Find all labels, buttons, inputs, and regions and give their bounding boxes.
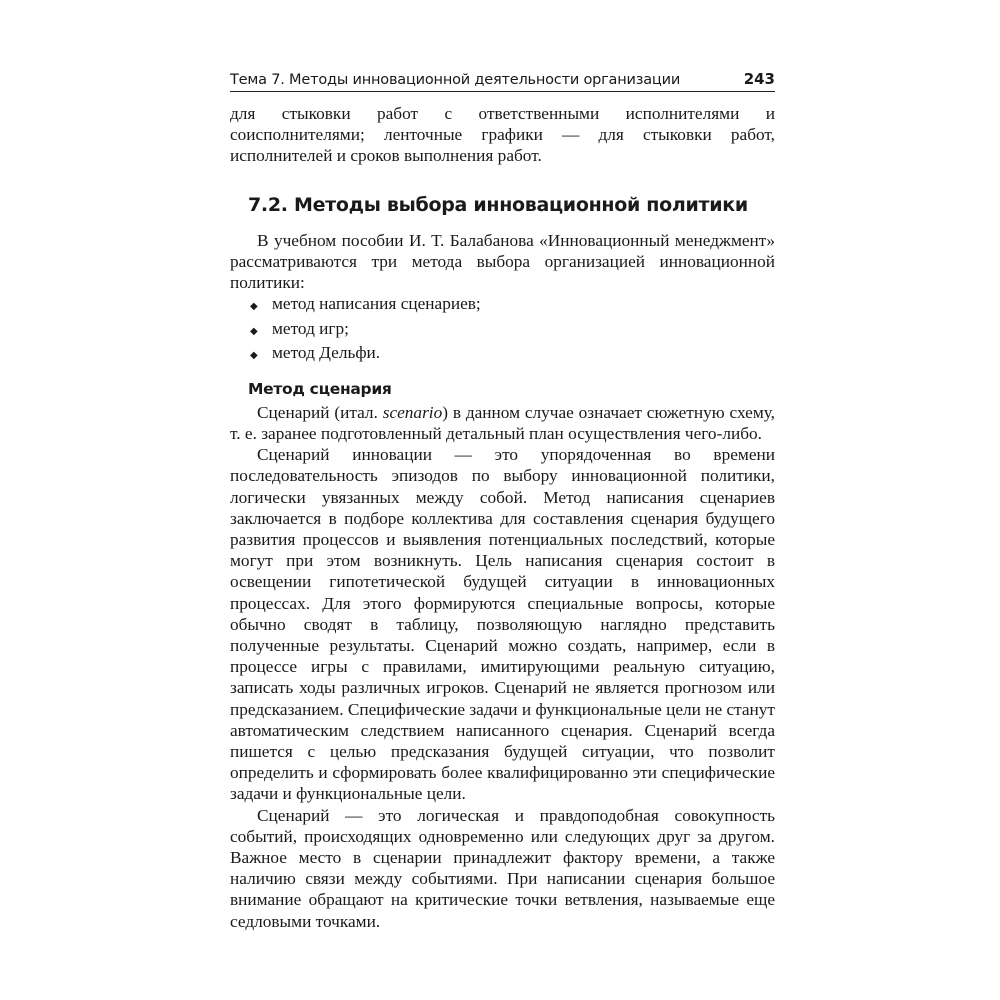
diamond-bullet-icon: ◆ (250, 325, 258, 337)
book-page (230, 70, 775, 932)
italic-term: scenario (382, 402, 443, 422)
section-heading: 7.2. Методы выбора инновационной политики (248, 193, 748, 216)
paragraph-scenario-events: Сценарий — это логическая и правдоподобная совокупность событий, происходящих одновременно или следующих друг за другом. Важное место в сценарии принадлежит фактору времени, а также наличию связи между событиями. При написании сценария большое внимание обращают на критические точки ветвления, называемые еще седловыми точками. (230, 805, 775, 931)
paragraph-scenario-innovation: Сценарий инновации — это упорядоченная во времени последовательность эпизодов по выбору инновационной политики, логически увязанных между собой. Метод написания сценариев заключается в подборе коллектива для составления сценария будущего развития процессов и выявления потенциальных последствий, которые могут при этом возникнуть. Цель написания сценария состоит в освещении гипотетической будущей ситуации в инновационных процессах. Для этого формируются специальные вопросы, которые обычно сводят в таблицу, позволяющую наглядно представить полученные результаты. Сценарий можно создать, например, если в процессе игры с правилами, имитирующими реальную ситуацию, записать ходы различных игроков. Сценарий не является прогнозом или предсказанием. Специфические задачи и функциональные цели не станут автоматическим следствием написанного сценария. Сценарий всегда пишется с целью предсказания будущей ситуации, что позволит определить и сформировать более квалифицированно эти специфические задачи и функциональные цели. (230, 445, 775, 804)
chapter-title: Тема 7. Методы инновационной деятельности организации (230, 72, 681, 88)
diamond-bullet-icon: ◆ (250, 301, 258, 313)
definition-text-end: ) в данном случае означает сюжетную схему, т. е. заранее подготовленный детальный план осуществления чего-либо. (230, 402, 775, 443)
page-number: 243 (743, 70, 775, 88)
list-item (230, 293, 775, 318)
intro-paragraph: для стыковки работ с ответственными исполнителями и соисполнителями; ленточные графики — для стыковки работ, исполнителей и сроков выполнения работ. (230, 104, 775, 166)
list-item-text: метод Дельфи. (272, 343, 381, 363)
running-header (230, 70, 775, 92)
subsection-heading: Метод сценария (248, 379, 392, 398)
diamond-bullet-icon: ◆ (250, 350, 258, 362)
section-paragraph: В учебном пособии И. Т. Балабанова «Инновационный менеджмент» рассматриваются три метода выбора организацией инновационной политики: (230, 230, 775, 293)
list-item (230, 342, 775, 367)
list-item-text: метод игр; (272, 318, 349, 338)
paragraph-definition (230, 402, 775, 444)
list-item (230, 318, 775, 343)
definition-text-start: Сценарий (итал. (257, 402, 383, 422)
list-item-text: метод написания сценариев; (272, 294, 481, 314)
methods-list (230, 293, 775, 367)
